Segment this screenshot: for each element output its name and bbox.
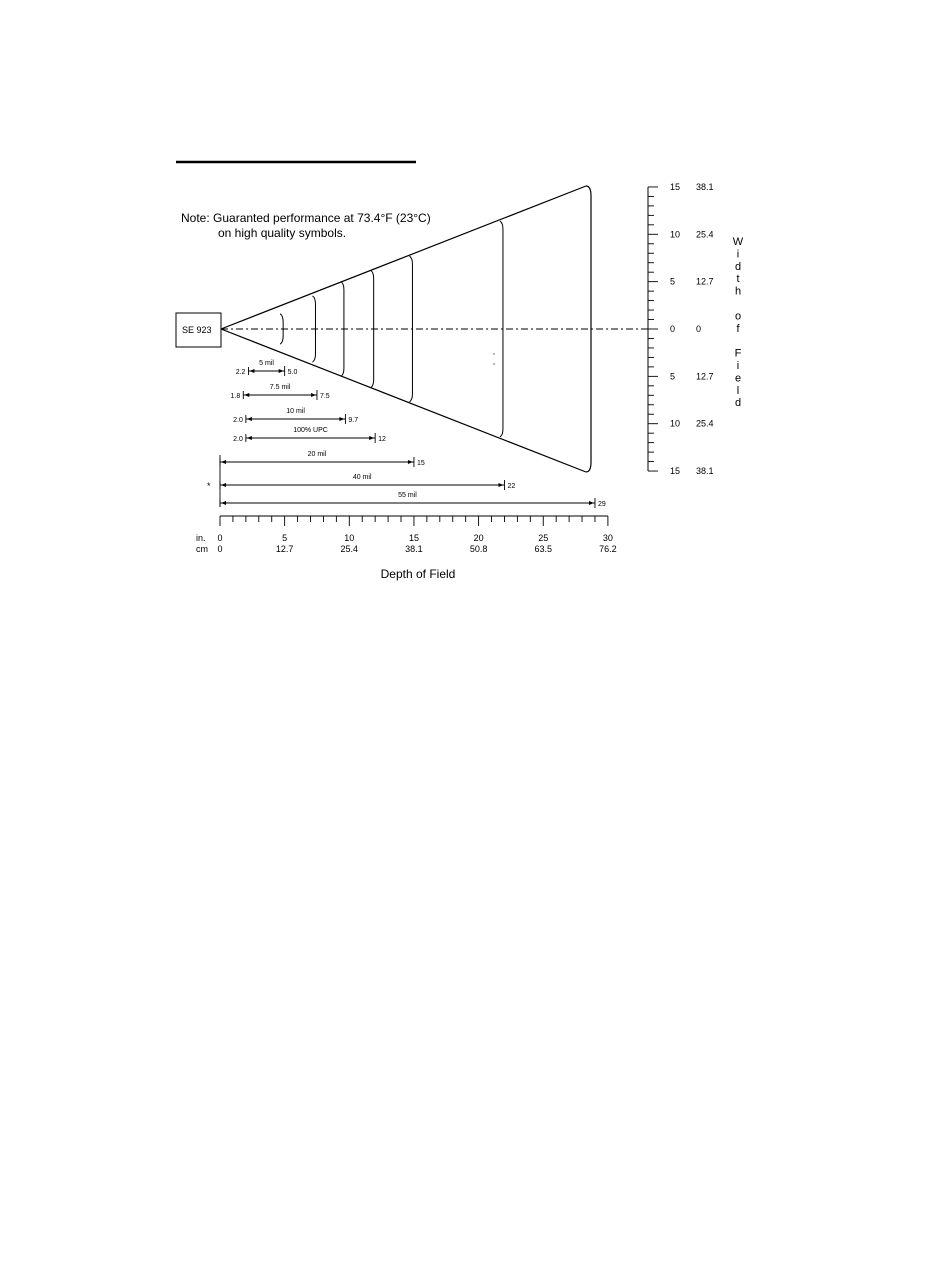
width-axis-title-letter: l: [736, 384, 740, 397]
range-bar-arrow-right: [279, 369, 284, 373]
note-line-2: on high quality symbols.: [218, 226, 347, 240]
width-axis-cm-label: 38.1: [696, 466, 714, 477]
scan-cone-bottom-edge: [221, 329, 586, 472]
depth-axis-cm-label: 0: [217, 544, 223, 554]
width-axis: [648, 182, 744, 476]
range-bar-arrow-right: [498, 483, 503, 487]
scanner-device-label: SE 923: [182, 325, 212, 335]
width-axis-title-letter: F: [734, 347, 742, 360]
depth-axis-cm-label: 12.7: [275, 544, 294, 554]
range-end-label: 5.0: [287, 369, 298, 376]
range-end-label: 12: [378, 436, 386, 443]
range-bar-label: 40 mil: [352, 474, 372, 481]
width-axis-title-letter: e: [734, 372, 742, 385]
width-axis-title-letter: t: [736, 273, 740, 286]
range-bar-arrow-left: [247, 436, 252, 440]
width-axis-title-letter: d: [734, 397, 742, 410]
asterisk-marker: *: [207, 481, 211, 491]
range-bar-label: 5 mil: [259, 360, 274, 367]
depth-axis-inch-label: 10: [344, 533, 355, 543]
range-start-label: 2.2: [235, 369, 246, 376]
depth-axis-title: Depth of Field: [380, 567, 456, 581]
range-end-label: 9.7: [348, 417, 359, 424]
range-end-label: 7.5: [319, 393, 330, 400]
range-bar-arrow-right: [589, 501, 594, 505]
width-axis-cm-label: 38.1: [696, 181, 714, 192]
width-axis-cm-label: 25.4: [696, 229, 714, 240]
width-axis-title-letter: o: [734, 310, 742, 323]
width-axis-inch-label: 5: [670, 371, 676, 382]
width-axis-title-letter: i: [736, 248, 740, 261]
note-line-1: Note: Guaranted performance at 73.4°F (23°C): [181, 211, 431, 225]
range-start-label: 2.0: [233, 417, 243, 424]
depth-axis-unit-in: in.: [196, 533, 206, 543]
range-bar-arrow-right: [408, 460, 413, 464]
width-axis-title-letter: i: [736, 360, 740, 372]
range-bar-arrow-left: [249, 369, 254, 373]
depth-axis-cm-label: 50.8: [469, 544, 488, 554]
range-bar-arrow-right: [369, 436, 374, 440]
depth-axis-inch-label: 30: [602, 533, 613, 543]
depth-axis-inch-label: 5: [282, 533, 288, 543]
width-axis-cm-label: 12.7: [696, 276, 714, 287]
range-bar-arrow-left: [221, 501, 226, 505]
width-axis-inch-label: 15: [670, 181, 681, 192]
width-axis-cm-label: 0: [696, 324, 702, 334]
range-bar-label: 55 mil: [398, 492, 417, 499]
width-axis-title-letter: h: [734, 285, 742, 298]
depth-axis-inch-label: 0: [217, 533, 223, 543]
range-bar-label: 100% UPC: [293, 427, 328, 434]
range-bar-label: 10 mil: [286, 408, 305, 415]
width-axis-title-letter: d: [734, 260, 742, 273]
range-start-label: 2.0: [233, 436, 243, 443]
range-bar-label: 20 mil: [307, 451, 327, 458]
depth-axis-cm-label: 25.4: [340, 544, 359, 554]
range-bar-arrow-left: [221, 460, 226, 464]
width-axis-inch-label: 10: [670, 229, 681, 240]
width-axis-inch-label: 5: [670, 276, 676, 287]
range-bar-label: 7.5 mil: [269, 384, 291, 391]
width-axis-cm-label: 25.4: [696, 418, 714, 429]
width-axis-title-letter: f: [736, 322, 740, 335]
range-end-label: 22: [507, 483, 516, 490]
focus-profile-arc: [409, 256, 412, 402]
depth-axis-cm-label: 63.5: [534, 544, 553, 554]
range-start-label: 1.8: [230, 393, 241, 400]
width-axis-inch-label: 15: [670, 466, 681, 477]
range-end-label: 15: [416, 460, 425, 467]
width-axis-title-letter: W: [732, 236, 744, 248]
width-axis-inch-label: 0: [670, 324, 676, 334]
cone-dot: [493, 353, 494, 354]
range-bar-arrow-right: [311, 393, 316, 397]
depth-axis-inch-label: 25: [538, 533, 549, 543]
range-bar-arrow-left: [221, 483, 226, 487]
range-end-label: 29: [597, 501, 606, 508]
depth-axis-cm-label: 38.1: [405, 544, 423, 554]
depth-axis-inch-label: 20: [473, 533, 484, 543]
cone-dot: [493, 363, 494, 364]
depth-axis-inch-label: 15: [408, 533, 419, 543]
depth-axis-cm-label: 76.2: [599, 544, 617, 554]
scan-cone-top-edge: [221, 186, 586, 329]
depth-axis-unit-cm: cm: [196, 544, 208, 554]
width-axis-inch-label: 10: [670, 418, 681, 429]
range-bar-arrow-left: [244, 393, 249, 397]
width-axis-cm-label: 12.7: [696, 371, 714, 382]
range-bar-arrow-left: [247, 417, 252, 421]
range-bar-arrow-right: [339, 417, 344, 421]
depth-axis: [217, 516, 616, 554]
